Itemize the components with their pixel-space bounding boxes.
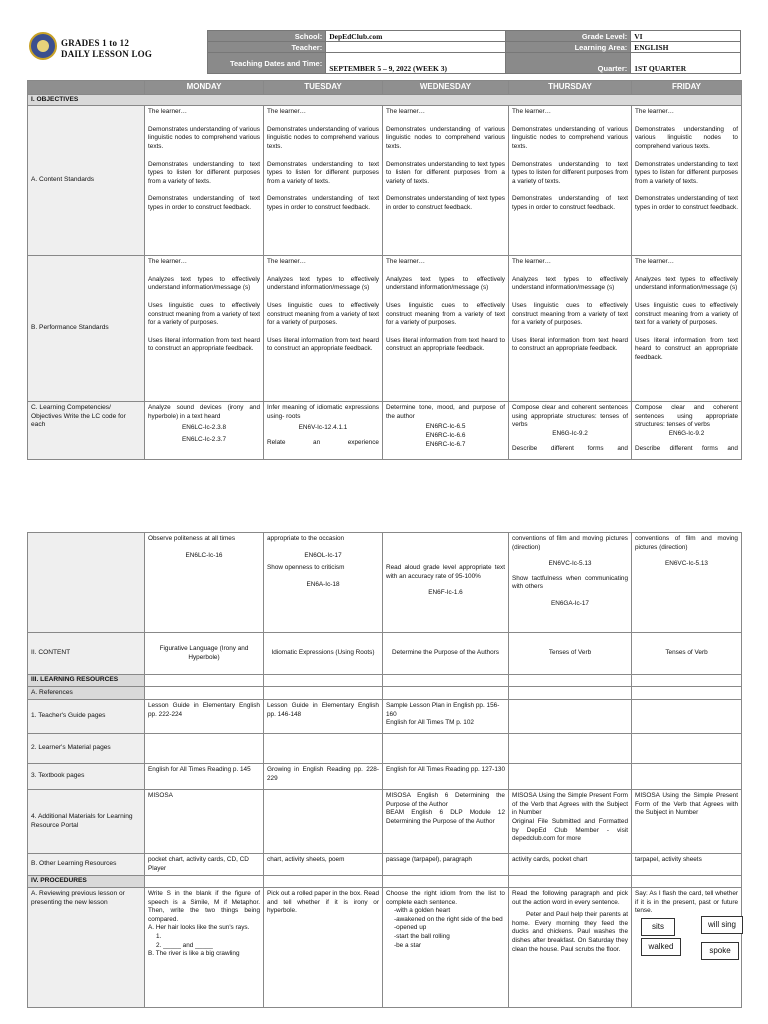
additional-materials-label: 4. Additional Materials for Learning Resource Portal: [28, 790, 145, 854]
comp-wed-code-1: EN6RC-Ic-6.5: [425, 423, 466, 431]
review-thu-intro: Read the following paragraph and pick out the action word in every sentence.: [512, 889, 628, 906]
header-info-table: [207, 30, 741, 74]
review-wed-item-4: -start the ball rolling: [394, 932, 450, 940]
comp-mon-text: Analyze sound devices (irony and hyperbole) in a text heard: [148, 404, 260, 420]
comp-fri-tail: Describe different forms and: [635, 444, 738, 452]
learning-resources-section-row: [28, 675, 742, 687]
references-label: A. References: [28, 686, 145, 700]
teacher-label: Teacher:: [208, 42, 326, 53]
ps-thu-3: Uses linguistic cues to effectively construct meaning from a variety of text for a variety of purposes.: [512, 301, 628, 327]
competencies-row-page-1: [28, 402, 742, 460]
other-mon: pocket chart, activity cards, CD, CD Player: [145, 854, 264, 876]
content-mon: Figurative Language (Irony and Hyperbole): [145, 633, 264, 675]
comp2-tue-code: EN6OL-Ic-17: [304, 551, 342, 559]
tb-wed: English for All Times Reading pp. 127-130: [383, 764, 509, 790]
competency2-tue: [264, 533, 383, 633]
review-fri-intro: Say: As I flash the card, tell whether if it is in the present, past or future tense.: [635, 889, 738, 915]
competency2-wed: [383, 533, 509, 633]
comp2-fri-text: conventions of film and moving pictures (direction): [635, 535, 738, 551]
comp-thu-text: Compose clear and coherent sentences using appropriate structures: tenses of verbs: [512, 404, 628, 429]
objectives-heading: I. OBJECTIVES: [28, 94, 742, 106]
ps-tue-3: Uses linguistic cues to effectively construct meaning from a variety of text for a variety of purposes.: [267, 301, 379, 327]
comp-wed-code-2: EN6RC-Ic-6.6: [425, 431, 466, 439]
cs-wed-3: Demonstrates understanding to text types to listen for different purposes from a variety of texts.: [386, 160, 505, 185]
blank-cell: [632, 876, 742, 888]
cs-fri-1: The learner…: [635, 108, 675, 116]
blank-cell: [145, 675, 264, 687]
page-2: [27, 532, 741, 1014]
objectives-section-row: [28, 94, 742, 106]
cs-thu-1: The learner…: [512, 108, 552, 116]
competency-mon: [145, 402, 264, 460]
grade-level-value: VI: [631, 31, 741, 42]
cs-fri-4: Demonstrates understanding of text types in order to construct feedback.: [635, 195, 739, 211]
comp-fri-code-1: EN6G-Ic-9.2: [668, 429, 705, 437]
content-standards-mon: [145, 106, 264, 256]
learning-area-label: Learning Area:: [505, 42, 630, 53]
cs-fri-3: Demonstrates understanding to text types to listen for different purposes from a variety of texts.: [635, 160, 738, 185]
comp-thu-code-1: EN6G-Ic-9.2: [552, 429, 588, 437]
corner-cell: [28, 81, 145, 95]
lesson-log-table-page-1: [27, 80, 742, 460]
cs-thu-3: Demonstrates understanding to text types to listen for different purposes from a variety of texts.: [512, 160, 628, 185]
performance-standards-wed: [383, 256, 509, 402]
blank-cell: [632, 686, 742, 700]
review-tue: Pick out a rolled paper in the box. Read and tell whether if it is irony or hyperbole.: [264, 887, 383, 1007]
comp2-fri-code: EN6VC-Ic-5.13: [665, 560, 708, 568]
comp2-wed-text: Read aloud grade level appropriate text with an accuracy rate of 95-100%: [386, 564, 505, 580]
performance-standards-label: B. Performance Standards: [28, 256, 145, 402]
school-label: School:: [208, 31, 326, 42]
blank-cell: [509, 675, 632, 687]
ps-fri-4: Uses literal information from text heard to construct an appropriate feedback.: [635, 336, 738, 361]
review-wed-item-2: -awakened on the right side of the bed: [394, 915, 503, 923]
day-header-row: [28, 81, 742, 95]
teacher-value: [326, 42, 506, 53]
review-label: A. Reviewing previous lesson or presenting the new lesson: [28, 887, 145, 1007]
comp2-wed-code: EN6F-Ic-1.6: [428, 589, 463, 597]
add-tue: [264, 790, 383, 854]
day-tuesday: TUESDAY: [264, 81, 383, 95]
review-wed-item-1: -with a golden heart: [394, 907, 451, 915]
performance-standards-fri: [632, 256, 742, 402]
tg-wed: Sample Lesson Plan in English pp. 156-160 English for All Times TM p. 102: [383, 700, 509, 734]
comp-mon-code-1: EN6LC-Ic-2.3.8: [181, 424, 227, 432]
comp-tue-code-1: EN6V-Ic-12.4.1.1: [298, 424, 348, 432]
competencies-continued-label: [28, 533, 145, 633]
learners-material-label: 2. Learner's Material pages: [28, 734, 145, 764]
competencies-label: C. Learning Competencies/ Objectives Write the LC code for each: [28, 402, 145, 460]
cs-tue-1: The learner…: [267, 108, 307, 116]
dates-label: Teaching Dates and Time:: [208, 53, 326, 74]
cs-fri-2: Demonstrates understanding of various linguistic nodes to comprehend various texts.: [635, 125, 738, 150]
procedures-section-row: [28, 876, 742, 888]
comp-tue-tail: Relate an experience: [267, 438, 379, 446]
ps-mon-1: The learner…: [148, 258, 188, 266]
blank-cell: [383, 675, 509, 687]
tg-thu: [509, 700, 632, 734]
blank-cell: [509, 686, 632, 700]
cs-thu-2: Demonstrates understanding of various linguistic nodes to comprehend various texts.: [512, 125, 628, 150]
other-fri: tarpapel, activity sheets: [632, 854, 742, 876]
blank-cell: [509, 876, 632, 888]
learning-area-value: ENGLISH: [631, 42, 741, 53]
additional-materials-row: [28, 790, 742, 854]
comp-mon-code-2: EN6LC-Ic-2.3.7: [181, 435, 227, 443]
lm-thu: [509, 734, 632, 764]
lesson-log-table-page-2: [27, 532, 742, 1008]
blank-cell: [383, 876, 509, 888]
competency2-thu: [509, 533, 632, 633]
blank-cell: [632, 675, 742, 687]
other-tue: chart, activity sheets, poem: [264, 854, 383, 876]
content-row: [28, 633, 742, 675]
performance-standards-thu: [509, 256, 632, 402]
blank-cell: [145, 876, 264, 888]
ps-wed-2: Analyzes text types to effectively understand information/message (s): [386, 275, 505, 292]
comp2-thu-text2: Show tactfulness when communicating with others: [512, 574, 628, 591]
comp2-thu-code2: EN6GA-Ic-17: [550, 599, 589, 607]
performance-standards-tue: [264, 256, 383, 402]
review-thu-paragraph: Peter and Paul help their parents at home. Every morning they feed the ducks and chickens. Paul washes the dishes after breakfast. On Saturday they clean the house. Paul scrubs the floor.: [512, 911, 628, 953]
lm-fri: [632, 734, 742, 764]
ps-fri-3: Uses linguistic cues to effectively construct meaning from a variety of text for a variety of purposes.: [635, 301, 738, 327]
competency2-mon: [145, 533, 264, 633]
flash-card-walked: walked: [641, 938, 681, 956]
dates-value: SEPTEMBER 5 – 9, 2022 (WEEK 3): [326, 53, 506, 74]
grade-level-label: Grade Level:: [505, 31, 630, 42]
ps-mon-4: Uses literal information from text heard to construct an appropriate feedback.: [148, 336, 260, 353]
ps-thu-1: The learner…: [512, 258, 552, 266]
performance-standards-row: [28, 256, 742, 402]
cs-mon-3: Demonstrates understanding to text types to listen for different purposes from a variety of texts.: [148, 160, 260, 185]
learners-material-row: [28, 734, 742, 764]
cs-thu-4: Demonstrates understanding of text types in order to construct feedback.: [512, 195, 628, 211]
content-standards-tue: [264, 106, 383, 256]
review-thu: [509, 887, 632, 1007]
competency2-fri: [632, 533, 742, 633]
comp-fri-text: Compose clear and coherent sentences using appropriate structures: tenses of verbs: [635, 404, 738, 429]
cs-mon-4: Demonstrates understanding of text types in order to construct feedback.: [148, 195, 260, 211]
blank-cell: [264, 876, 383, 888]
ps-thu-2: Analyzes text types to effectively understand information/message (s): [512, 275, 628, 292]
cs-mon-2: Demonstrates understanding of various linguistic nodes to comprehend various texts.: [148, 125, 260, 150]
content-standards-thu: [509, 106, 632, 256]
tb-thu: [509, 764, 632, 790]
document-title: [61, 38, 152, 60]
content-standards-label: A. Content Standards: [28, 106, 145, 256]
lm-mon: [145, 734, 264, 764]
tb-fri: [632, 764, 742, 790]
content-thu: Tenses of Verb: [509, 633, 632, 675]
day-friday: FRIDAY: [632, 81, 742, 95]
lm-wed: [383, 734, 509, 764]
review-wed-intro: Choose the right idiom from the list to complete each sentence.: [386, 889, 505, 906]
cs-tue-3: Demonstrates understanding to text types to listen for different purposes from a variety of texts.: [267, 160, 379, 185]
lm-tue: [264, 734, 383, 764]
content-fri: Tenses of Verb: [632, 633, 742, 675]
content-standards-fri: [632, 106, 742, 256]
ps-wed-3: Uses linguistic cues to effectively construct meaning from a variety of text for a variety of purposes.: [386, 301, 505, 327]
ps-fri-2: Analyzes text types to effectively understand information/message (s): [635, 275, 738, 292]
teachers-guide-row: [28, 700, 742, 734]
review-mon-n2: 2. _____ and _____: [156, 941, 213, 949]
review-mon: [145, 887, 264, 1007]
competency-thu: [509, 402, 632, 460]
quarter-label: Quarter:: [505, 53, 630, 74]
flash-card-will-sing: will sing: [701, 916, 743, 934]
procedures-heading: IV. PROCEDURES: [28, 876, 145, 888]
comp2-mon-text: Observe politeness at all times: [148, 535, 236, 542]
add-fri: MISOSA Using the Simple Present Form of the Verb that Agrees with the Subject in Number: [632, 790, 742, 854]
ps-tue-4: Uses literal information from text heard to construct an appropriate feedback.: [267, 336, 379, 353]
quarter-value: 1ST QUARTER: [631, 53, 741, 74]
competency-wed: [383, 402, 509, 460]
tg-tue: Lesson Guide in Elementary English pp. 146-148: [264, 700, 383, 734]
other-thu: activity cards, pocket chart: [509, 854, 632, 876]
teachers-guide-label: 1. Teacher's Guide pages: [28, 700, 145, 734]
ps-tue-2: Analyzes text types to effectively understand information/message (s): [267, 275, 379, 292]
references-row: [28, 686, 742, 700]
learning-resources-heading: III. LEARNING RESOURCES: [28, 675, 145, 687]
cs-tue-4: Demonstrates understanding of text types in order to construct feedback.: [267, 195, 379, 211]
competencies-row-page-2: [28, 533, 742, 633]
header: [27, 30, 741, 76]
comp2-thu-code: EN6VC-Ic-5.13: [548, 560, 592, 568]
comp2-mon-code: EN6LC-Ic-16: [185, 551, 223, 559]
ps-mon-2: Analyzes text types to effectively understand information/message (s): [148, 275, 260, 292]
comp2-tue-code2: EN6A-Ic-18: [306, 580, 340, 588]
review-mon-item-b: B. The river is like a big crawling: [148, 950, 240, 958]
content-wed: Determine the Purpose of the Authors: [383, 633, 509, 675]
day-wednesday: WEDNESDAY: [383, 81, 509, 95]
review-wed-item-5: -be a star: [394, 941, 421, 949]
review-wed-item-3: -opened up: [394, 924, 427, 932]
content-standards-row: [28, 106, 742, 256]
comp-wed-code-3: EN6RC-Ic-6.7: [425, 440, 466, 448]
content-label: II. CONTENT: [28, 633, 145, 675]
add-mon: MISOSA: [145, 790, 264, 854]
blank-cell: [383, 686, 509, 700]
title-line-2: DAILY LESSON LOG: [61, 49, 153, 59]
content-standards-wed: [383, 106, 509, 256]
blank-cell: [145, 686, 264, 700]
ps-tue-1: The learner…: [267, 258, 307, 266]
cs-wed-2: Demonstrates understanding of various linguistic nodes to comprehend various texts.: [386, 125, 505, 150]
comp2-tue-text2: Show openness to criticism: [267, 564, 345, 572]
deped-seal-logo: [29, 32, 57, 60]
cs-tue-2: Demonstrates understanding of various linguistic nodes to comprehend various texts.: [267, 125, 379, 150]
comp-tue-text: Infer meaning of idiomatic expressions using- roots: [267, 404, 379, 420]
blank-cell: [264, 686, 383, 700]
other-resources-label: B. Other Learning Resources: [28, 854, 145, 876]
competency-fri: [632, 402, 742, 460]
ps-wed-1: The learner…: [386, 258, 426, 266]
cs-wed-1: The learner…: [386, 108, 426, 116]
ps-wed-4: Uses literal information from text heard to construct an appropriate feedback.: [386, 336, 505, 353]
add-thu: MISOSA Using the Simple Present Form of the Verb that Agrees with the Subject in Number Original File Submitted and Formatted by DepEd Club Member - visit depedclub.com for more: [509, 790, 632, 854]
flash-card-spoke: spoke: [701, 942, 739, 960]
competency-tue: [264, 402, 383, 460]
cs-wed-4: Demonstrates understanding of text types in order to construct feedback.: [386, 195, 505, 211]
content-tue: Idiomatic Expressions (Using Roots): [264, 633, 383, 675]
ps-thu-4: Uses literal information from text heard to construct an appropriate feedback.: [512, 336, 628, 353]
tg-fri: [632, 700, 742, 734]
textbook-label: 3. Textbook pages: [28, 764, 145, 790]
school-value: DepEdClub.com: [326, 31, 506, 42]
flash-card-sits: sits: [641, 918, 675, 936]
add-wed: MISOSA English 6 Determining the Purpose of the Author BEAM English 6 DLP Module 12 Determining the Purpose of the Author: [383, 790, 509, 854]
cs-mon-1: The learner…: [148, 108, 188, 116]
blank-cell: [264, 675, 383, 687]
review-mon-n1: 1.: [156, 932, 162, 940]
page-1: [27, 30, 741, 452]
comp-wed-text: Determine tone, mood, and purpose of the author: [386, 404, 505, 420]
other-resources-row: [28, 854, 742, 876]
day-thursday: THURSDAY: [509, 81, 632, 95]
other-wed: passage (tarpapel), paragraph: [383, 854, 509, 876]
comp2-thu-text: conventions of film and moving pictures (direction): [512, 535, 628, 551]
comp2-tue-text: appropriate to the occasion: [267, 535, 345, 542]
day-monday: MONDAY: [145, 81, 264, 95]
review-wed: [383, 887, 509, 1007]
performance-standards-mon: [145, 256, 264, 402]
review-row: [28, 887, 742, 1007]
tg-mon: Lesson Guide in Elementary English pp. 222-224: [145, 700, 264, 734]
ps-fri-1: The learner…: [635, 258, 675, 266]
tb-tue: Growing in English Reading pp. 228-229: [264, 764, 383, 790]
review-mon-item-a: A. Her hair looks like the sun's rays.: [148, 924, 250, 932]
tb-mon: English for All Times Reading p. 145: [145, 764, 264, 790]
ps-mon-3: Uses linguistic cues to effectively construct meaning from a variety of text for a variety of purposes.: [148, 301, 260, 327]
title-line-1: GRADES 1 to 12: [61, 38, 130, 48]
review-mon-intro: Write S in the blank if the figure of speech is a Simile, M if Metaphor. Then, write the two things being compared.: [148, 889, 260, 923]
comp-thu-tail: Describe different forms and: [512, 444, 628, 452]
textbook-row: [28, 764, 742, 790]
